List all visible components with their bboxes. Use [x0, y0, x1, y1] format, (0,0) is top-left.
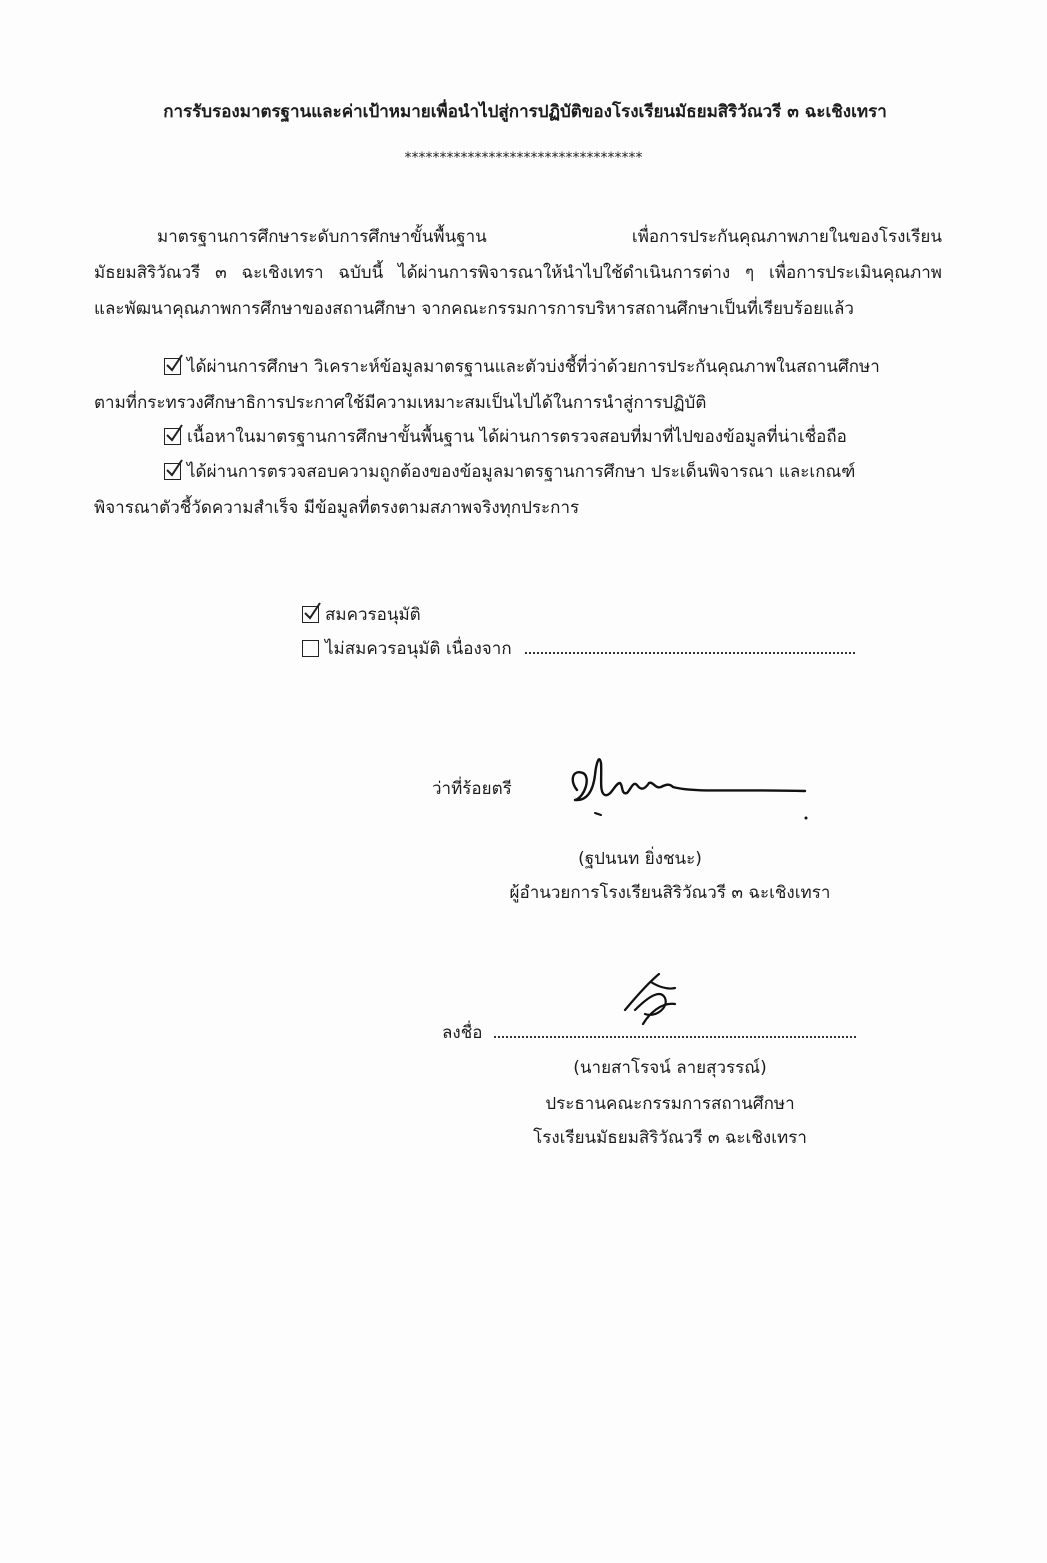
chairman-position: ประธานคณะกรรมการสถานศึกษา [545, 1094, 795, 1114]
intro-line-1: มาตรฐานการศึกษาระดับการศึกษาขั้นพื้นฐาน เพื่อการประกันคุณภาพภายในของโรงเรียน [157, 227, 942, 247]
check-item-1 [164, 356, 944, 378]
chairman-sign-row [442, 1022, 856, 1044]
checkmark-icon [164, 459, 184, 479]
check-item-1-continuation: ตามที่กระทรวงศึกษาธิการประกาศใช้มีความเหมาะสมเป็นไปได้ในการนำสู่การปฏิบัติ [94, 393, 707, 413]
check-item-3-continuation: พิจารณาตัวชี้วัดความสำเร็จ มีข้อมูลที่ตรงตามสภาพจริงทุกประการ [94, 498, 580, 518]
director-position: ผู้อำนวยการโรงเรียนสิริวัณวรี ๓ ฉะเชิงเทรา [509, 883, 831, 903]
director-rank: ว่าที่ร้อยตรี [432, 779, 512, 799]
check-item-3 [164, 461, 855, 483]
checkmark-icon [164, 354, 184, 374]
reject-reason-line[interactable] [525, 638, 855, 654]
check-item-2-text: เนื้อหาในมาตรฐานการศึกษาขั้นพื้นฐาน ได้ผ่านการตรวจสอบที่มาที่ไปของข้อมูลที่น่าเชื่อถือ [187, 427, 847, 447]
intro-line-2: มัธยมสิริวัณวรี ๓ ฉะเชิงเทรา ฉบับนี้ ได้ผ่านการพิจารณาให้นำไปใช้ดำเนินการต่าง ๆ เพื่อการประเมินคุณภาพ [94, 263, 942, 283]
intro-line-3: และพัฒนาคุณภาพการศึกษาของสถานศึกษา จากคณะกรรมการการบริหารสถานศึกษาเป็นที่เรียบร้อยแล้ว [94, 299, 854, 319]
reject-option [302, 638, 855, 660]
approve-checkbox[interactable] [302, 606, 319, 623]
chairman-signature-icon [615, 968, 690, 1028]
check-item-2 [164, 426, 847, 448]
chairman-signature-line [494, 1022, 856, 1038]
check-item-1-checkbox[interactable] [164, 358, 181, 375]
checkmark-icon [164, 424, 184, 444]
approve-option [302, 604, 421, 626]
reject-label: ไม่สมควรอนุมัติ เนื่องจาก [325, 639, 512, 659]
reject-checkbox[interactable] [302, 640, 319, 657]
chairman-school: โรงเรียนมัธยมสิริวัณวรี ๓ ฉะเชิงเทรา [533, 1128, 807, 1148]
check-item-1-text: ได้ผ่านการศึกษา วิเคราะห์ข้อมูลมาตรฐานและตัวบ่งชี้ที่ว่าด้วยการประกันคุณภาพในสถานศึกษา [187, 357, 880, 377]
document-title: การรับรองมาตรฐานและค่าเป้าหมายเพื่อนำไปสู่การปฏิบัติของโรงเรียนมัธยมสิริวัณวรี ๓ ฉะเชิงเทรา [163, 102, 887, 122]
chairman-sign-label: ลงชื่อ [442, 1023, 483, 1043]
check-item-2-checkbox[interactable] [164, 428, 181, 445]
director-name: (ฐปนนท ยิ่งชนะ) [578, 849, 702, 869]
check-item-3-checkbox[interactable] [164, 463, 181, 480]
director-signature-icon [565, 745, 815, 825]
checkmark-icon [302, 602, 322, 622]
title-separator: ********************************** [404, 150, 643, 166]
chairman-name: (นายสาโรจน์ ลายสุวรรณ์) [573, 1058, 767, 1078]
approve-label: สมควรอนุมัติ [325, 605, 421, 625]
check-item-3-text: ได้ผ่านการตรวจสอบความถูกต้องของข้อมูลมาตรฐานการศึกษา ประเด็นพิจารณา และเกณฑ์ [187, 462, 856, 482]
